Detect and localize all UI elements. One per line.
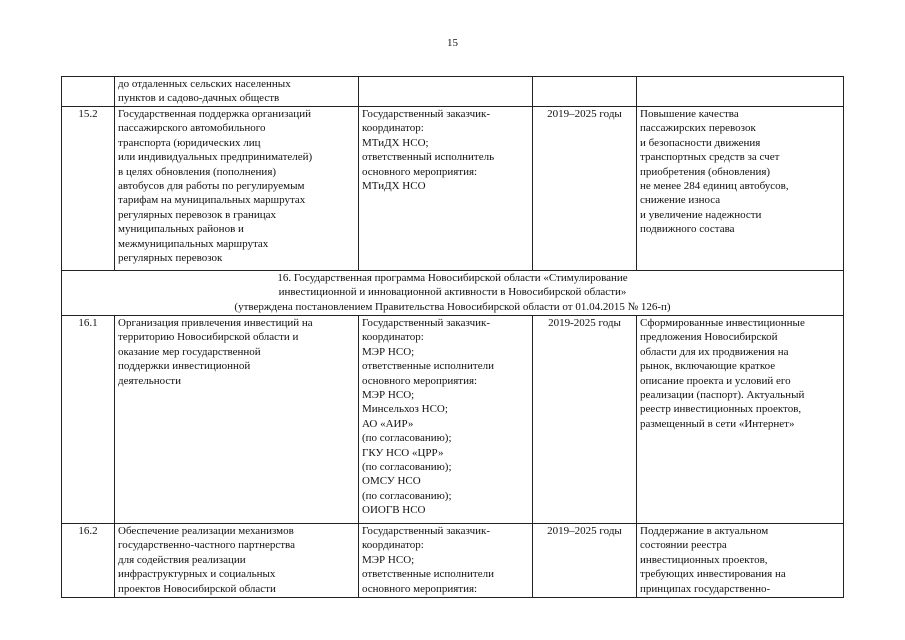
period-cell: 2019–2025 годы <box>533 107 637 271</box>
executors-cell: Государственный заказчик- координатор: МЭР НСО; ответственные исполнители основного мероприятия: МЭР НСО; Минсельхоз НСО; АО «АИР» (по согласованию); ГКУ НСО «ЦРР» (по согласованию); ОМСУ НСО (по согласованию); ОИОГВ НСО <box>359 316 533 524</box>
period-cell: 2019-2025 годы <box>533 316 637 524</box>
executors-cell: Государственный заказчик- координатор: МТиДХ НСО; ответственный исполнитель основного мероприятия: МТиДХ НСО <box>359 107 533 271</box>
program-table <box>61 76 844 598</box>
result-cell: Поддержание в актуальном состоянии реестра инвестиционных проектов, требующих инвестирования на принципах государственно- <box>637 524 844 598</box>
section-header-row <box>62 271 844 316</box>
activity-cell: Обеспечение реализации механизмов государственно-частного партнерства для содействия реализации инфраструктурных и социальных проектов Новосибирской области <box>115 524 359 598</box>
table-row <box>62 524 844 598</box>
activity-cell: Организация привлечения инвестиций на территорию Новосибирской области и оказание мер государственной поддержки инвестиционной деятельности <box>115 316 359 524</box>
row-number: 16.2 <box>62 524 115 598</box>
section-title: 16. Государственная программа Новосибирской области «Стимулирование инвестиционной и инновационной активности в Новосибирской области» (утверждена постановлением Правительства Новосибирской области от 01.04.2015 № 126-п) <box>62 271 844 316</box>
activity-cell: до отдаленных сельских населенных пунктов и садово-дачных обществ <box>115 77 359 107</box>
row-number <box>62 77 115 107</box>
executors-cell: Государственный заказчик- координатор: МЭР НСО; ответственные исполнители основного мероприятия: <box>359 524 533 598</box>
result-cell <box>637 77 844 107</box>
activity-cell: Государственная поддержка организаций пассажирского автомобильного транспорта (юридических лиц или индивидуальных предпринимателей) в целях обновления (пополнения) автобусов для работы по регулируемым тарифам на муниципальных маршрутах регулярных перевозок в границах муниципальных районов и межмуниципальных маршрутах регулярных перевозок <box>115 107 359 271</box>
row-number: 16.1 <box>62 316 115 524</box>
page-number: 15 <box>447 37 458 49</box>
table-row <box>62 107 844 271</box>
table-row <box>62 77 844 107</box>
table-row <box>62 316 844 524</box>
result-cell: Повышение качества пассажирских перевозок и безопасности движения транспортных средств за счет приобретения (обновления) не менее 284 единиц автобусов, снижение износа и увеличение надежности подвижного состава <box>637 107 844 271</box>
row-number: 15.2 <box>62 107 115 271</box>
period-cell: 2019–2025 годы <box>533 524 637 598</box>
result-cell: Сформированные инвестиционные предложения Новосибирской области для их продвижения на рынок, включающие краткое описание проекта и условий его реализации (паспорт). Актуальный реестр инвестиционных проектов, размещенный в сети «Интернет» <box>637 316 844 524</box>
executors-cell <box>359 77 533 107</box>
period-cell <box>533 77 637 107</box>
